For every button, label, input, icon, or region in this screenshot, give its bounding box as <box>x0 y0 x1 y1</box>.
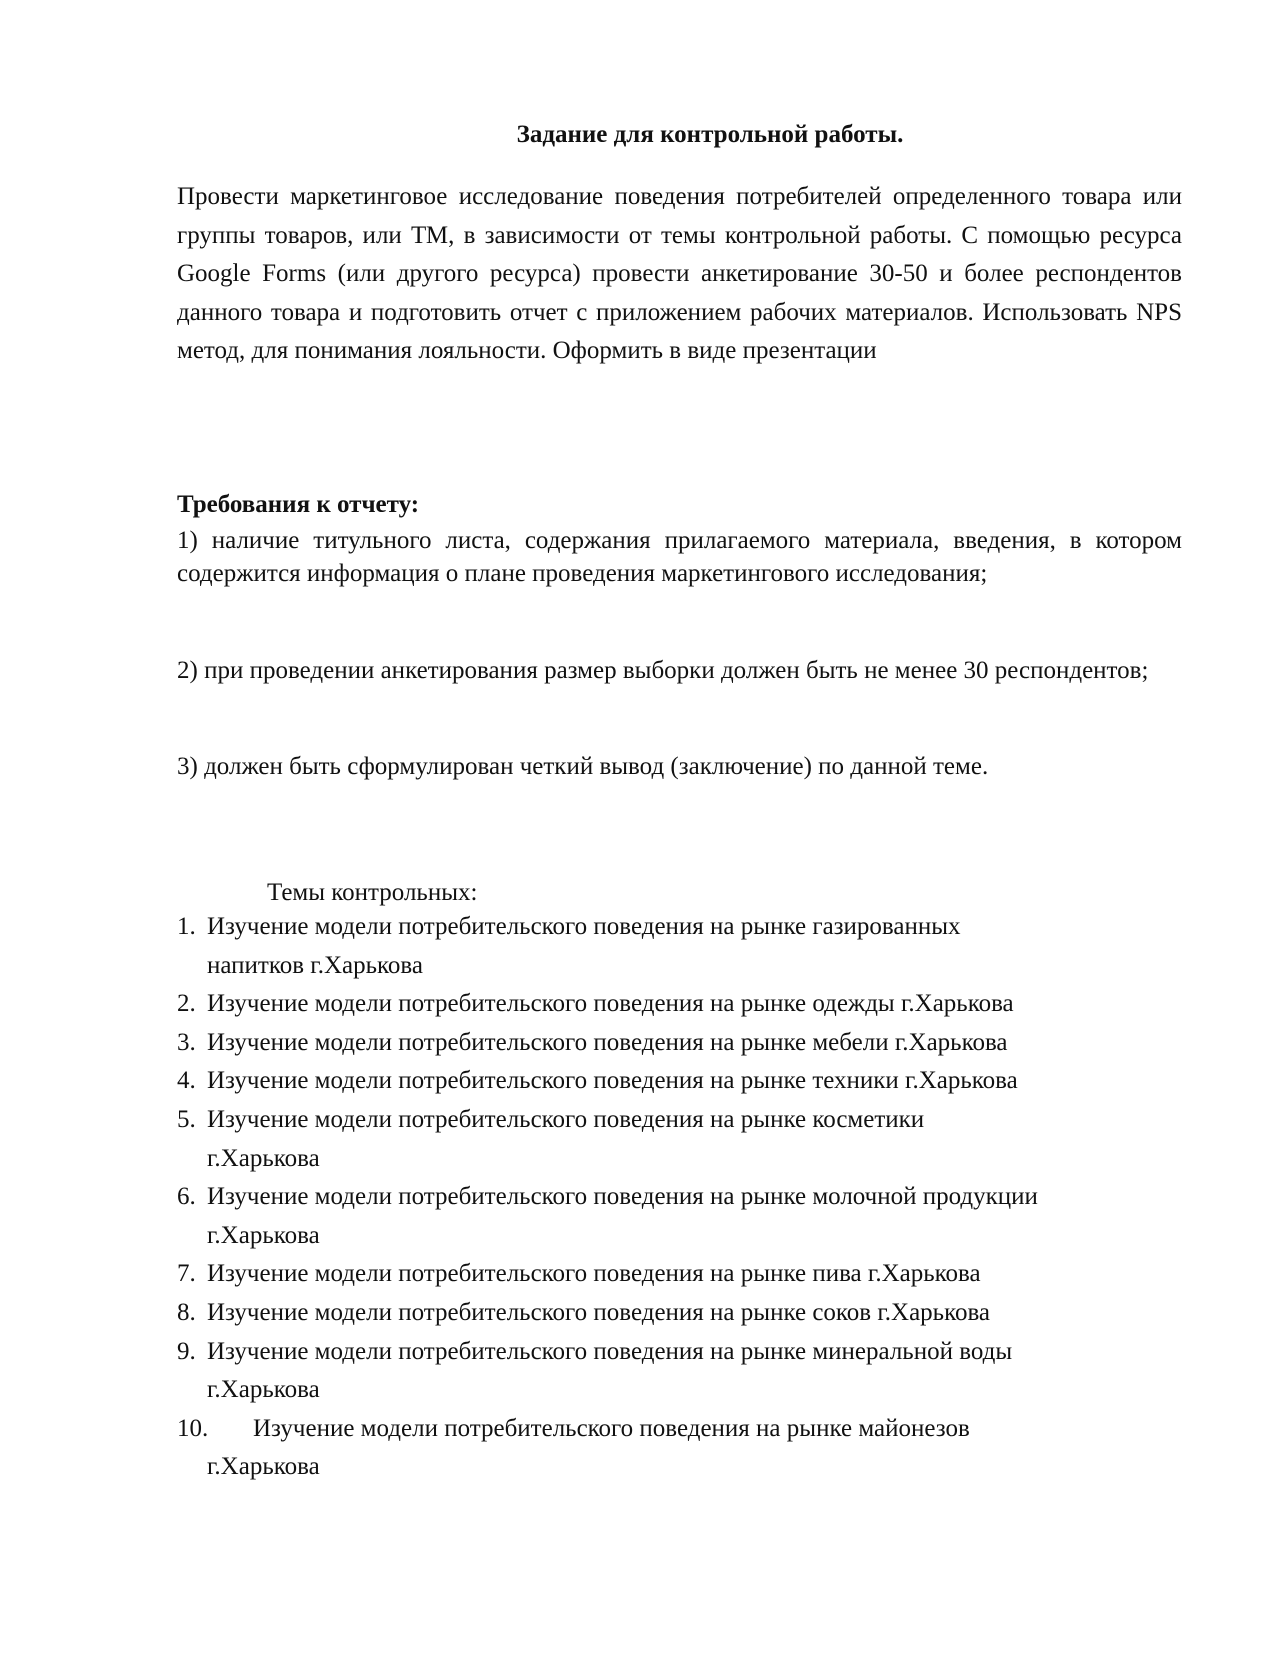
topic-text-continued: г.Харькова <box>207 1221 320 1249</box>
topic-item <box>177 1178 1187 1255</box>
topic-number: 9. <box>177 1337 196 1365</box>
topic-number: 2. <box>177 990 196 1018</box>
topic-text: Изучение модели потребительского поведения на рынке пива г.Харькова <box>207 1260 981 1288</box>
topic-number: 7. <box>177 1260 196 1288</box>
topics-list <box>177 908 1187 1487</box>
topic-text: Изучение модели потребительского поведения на рынке косметики <box>207 1105 925 1133</box>
topic-item <box>177 1101 1187 1178</box>
topic-text-continued: напитков г.Харькова <box>207 951 423 979</box>
topic-text: Изучение модели потребительского поведения на рынке одежды г.Харькова <box>207 990 1014 1018</box>
topic-number: 1. <box>177 913 196 940</box>
requirement-item: 3) должен быть сформулирован четкий вывод (заключение) по данной теме. <box>177 753 989 780</box>
topic-text: Изучение модели потребительского поведения на рынке соков г.Харькова <box>207 1298 991 1326</box>
topic-item <box>177 908 1187 985</box>
topics-heading: Темы контрольных: <box>267 879 478 906</box>
requirement-item: 1) наличие титульного листа, содержания прилагаемого материала, введения, в котором содержится информация о плане проведения маркетингового исследования; <box>177 527 1182 587</box>
topic-item <box>177 1294 1187 1333</box>
topic-number: 3. <box>177 1028 196 1056</box>
topic-number: 4. <box>177 1067 196 1095</box>
requirements-heading: Требования к отчету: <box>177 491 420 518</box>
topic-text: Изучение модели потребительского поведения на рынке техники г.Харькова <box>207 1067 1018 1095</box>
topic-number: 10. <box>177 1414 209 1442</box>
topic-item <box>177 1333 1187 1410</box>
intro-paragraph: Провести маркетинговое исследование поведения потребителей определенного товара или группы товаров, или ТМ, в зависимости от темы контрольной работы. С помощью ресурса Google Forms (или другого ресурса) провести анкетирование 30-50 и более респондентов данного товара и подготовить отчет с приложением рабочих материалов. Использовать NPS метод, для понимания лояльности. Оформить в виде презентации <box>177 183 1182 365</box>
topic-text: Изучение модели потребительского поведения на рынке майонезов <box>253 1414 970 1442</box>
topic-text: Изучение модели потребительского поведения на рынке мебели г.Харькова <box>207 1028 1008 1056</box>
topic-item <box>177 1024 1187 1063</box>
topic-number: 5. <box>177 1105 196 1133</box>
topic-item <box>177 1255 1187 1294</box>
topic-text-continued: г.Харькова <box>207 1144 320 1172</box>
topic-number: 6. <box>177 1183 196 1211</box>
topic-item <box>177 985 1187 1024</box>
topic-text-continued: г.Харькова <box>207 1453 320 1481</box>
document-title: Задание для контрольной работы. <box>516 121 904 148</box>
requirement-item: 2) при проведении анкетирования размер выборки должен быть не менее 30 респондентов; <box>177 657 1149 684</box>
topic-text: Изучение модели потребительского поведения на рынке газированных <box>207 913 961 940</box>
topic-number: 8. <box>177 1298 196 1326</box>
topic-text: Изучение модели потребительского поведения на рынке молочной продукции <box>207 1183 1038 1211</box>
topic-item <box>177 1062 1187 1101</box>
topic-item <box>177 1410 1187 1487</box>
topic-text-continued: г.Харькова <box>207 1376 320 1404</box>
topic-text: Изучение модели потребительского поведения на рынке минеральной воды <box>207 1337 1013 1365</box>
